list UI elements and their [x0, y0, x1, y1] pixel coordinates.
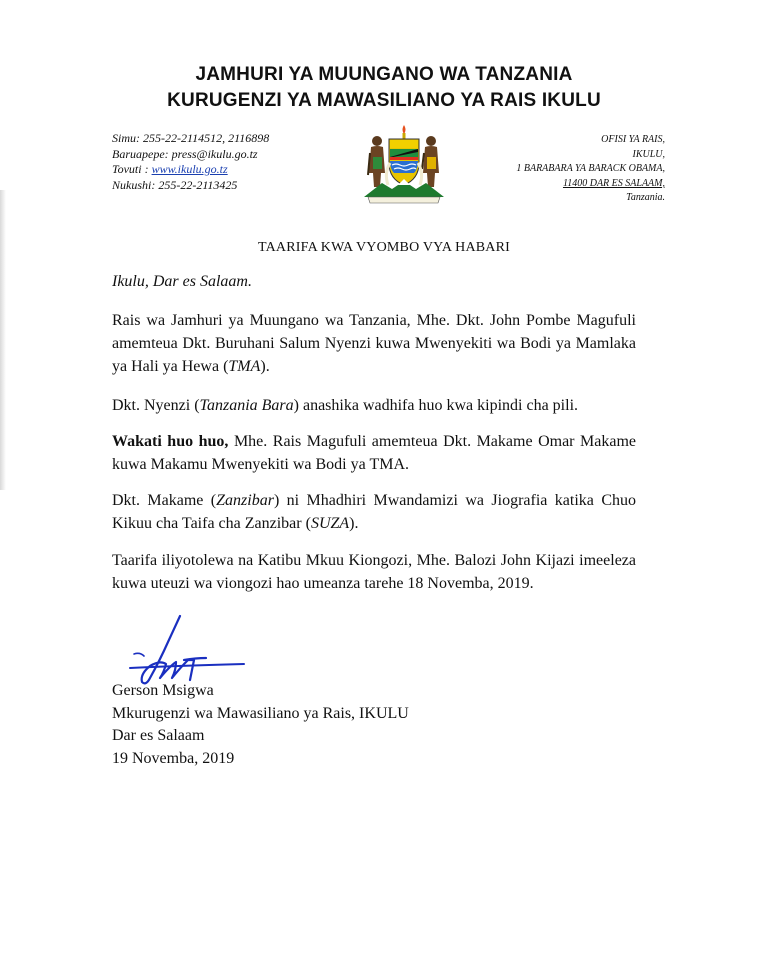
- document-title: TAARIFA KWA VYOMBO VYA HABARI: [257, 240, 511, 255]
- paragraph-4-italic-1: Zanzibar: [216, 492, 274, 509]
- place-line: Ikulu, Dar es Salaam.: [112, 273, 252, 290]
- letterhead-line-1: JAMHURI YA MUUNGANO WA TANZANIA: [195, 64, 573, 85]
- signoff-city: Dar es Salaam: [112, 727, 205, 744]
- signatory-name: Gerson Msigwa: [112, 682, 214, 699]
- letterhead-line-2: KURUGENZI YA MAWASILIANO YA RAIS IKULU: [167, 90, 601, 111]
- paragraph-1: [112, 309, 636, 378]
- address-line-5: Tanzania.: [626, 192, 665, 204]
- page-edge-shadow: [0, 190, 6, 490]
- website-label: Tovuti :: [112, 162, 152, 176]
- paragraph-4-text: Dkt. Makame (: [112, 492, 217, 509]
- website-line: [112, 162, 269, 178]
- address-line-2: IKULU,: [632, 148, 665, 160]
- paragraph-5: Taarifa iliyotolewa na Katibu Mkuu Kiongozi, Mhe. Balozi John Kijazi imeeleza kuwa uteuzi wa viongozi hao umeanza tarehe 18 Novemba, 2019.: [112, 552, 636, 592]
- paragraph-3-text: Mhe. Rais Magufuli amemteua Dkt. Makame Omar Makame kuwa Makamu Mwenyekiti wa Bodi ya TMA.: [112, 433, 636, 473]
- handwritten-signature: [110, 612, 260, 692]
- address-line-3: 1 BARABARA YA BARACK OBAMA,: [516, 163, 665, 175]
- paragraph-4-mid: ) ni Mhadhiri Mwandamizi wa Jiografia katika Chuo Kikuu cha Taifa cha Zanzibar (: [112, 492, 636, 532]
- paragraph-2-italic: Tanzania Bara: [199, 397, 294, 414]
- address-line-4: 11400 DAR ES SALAAM,: [562, 177, 665, 189]
- paragraph-2-text: Dkt. Nyenzi (: [112, 397, 200, 414]
- signoff-block: [112, 680, 409, 770]
- tanzania-coat-of-arms-icon: [358, 123, 450, 205]
- paragraph-2: [112, 394, 636, 417]
- address-line-1: OFISI YA RAIS,: [601, 134, 665, 145]
- paragraph-1-text: Rais wa Jamhuri ya Muungano wa Tanzania, Mhe. Dkt. John Pombe Magufuli amemteua Dkt. Buruhani Salum Nyenzi kuwa Mwenyekiti wa Bodi ya Mamlaka ya Hali ya Hewa (: [112, 312, 636, 375]
- contact-block: [112, 131, 269, 193]
- phone-line: Simu: 255-22-2114512, 2116898: [112, 131, 270, 145]
- paragraph-3-bold: Wakati huo huo,: [112, 433, 229, 450]
- address-block: [516, 133, 665, 206]
- paragraph-4-italic-2: SUZA: [310, 515, 350, 532]
- paragraph-4: [112, 489, 636, 535]
- signoff-date: 19 Novemba, 2019: [112, 749, 235, 767]
- letterhead: [0, 62, 768, 114]
- email-line: Baruapepe: press@ikulu.go.tz: [112, 146, 258, 161]
- paragraph-3: [112, 430, 636, 476]
- paragraph-4-tail: ).: [349, 515, 359, 532]
- signatory-role: Mkurugenzi wa Mawasiliano ya Rais, IKULU: [112, 704, 409, 722]
- paragraph-1-italic: TMA: [228, 358, 261, 375]
- fax-line: Nukushi: 255-22-2113425: [112, 177, 238, 192]
- paragraph-2-tail: ) anashika wadhifa huo kwa kipindi cha pili.: [293, 397, 579, 414]
- website-link[interactable]: www.ikulu.go.tz: [151, 162, 228, 176]
- paragraph-1-tail: ).: [260, 358, 270, 375]
